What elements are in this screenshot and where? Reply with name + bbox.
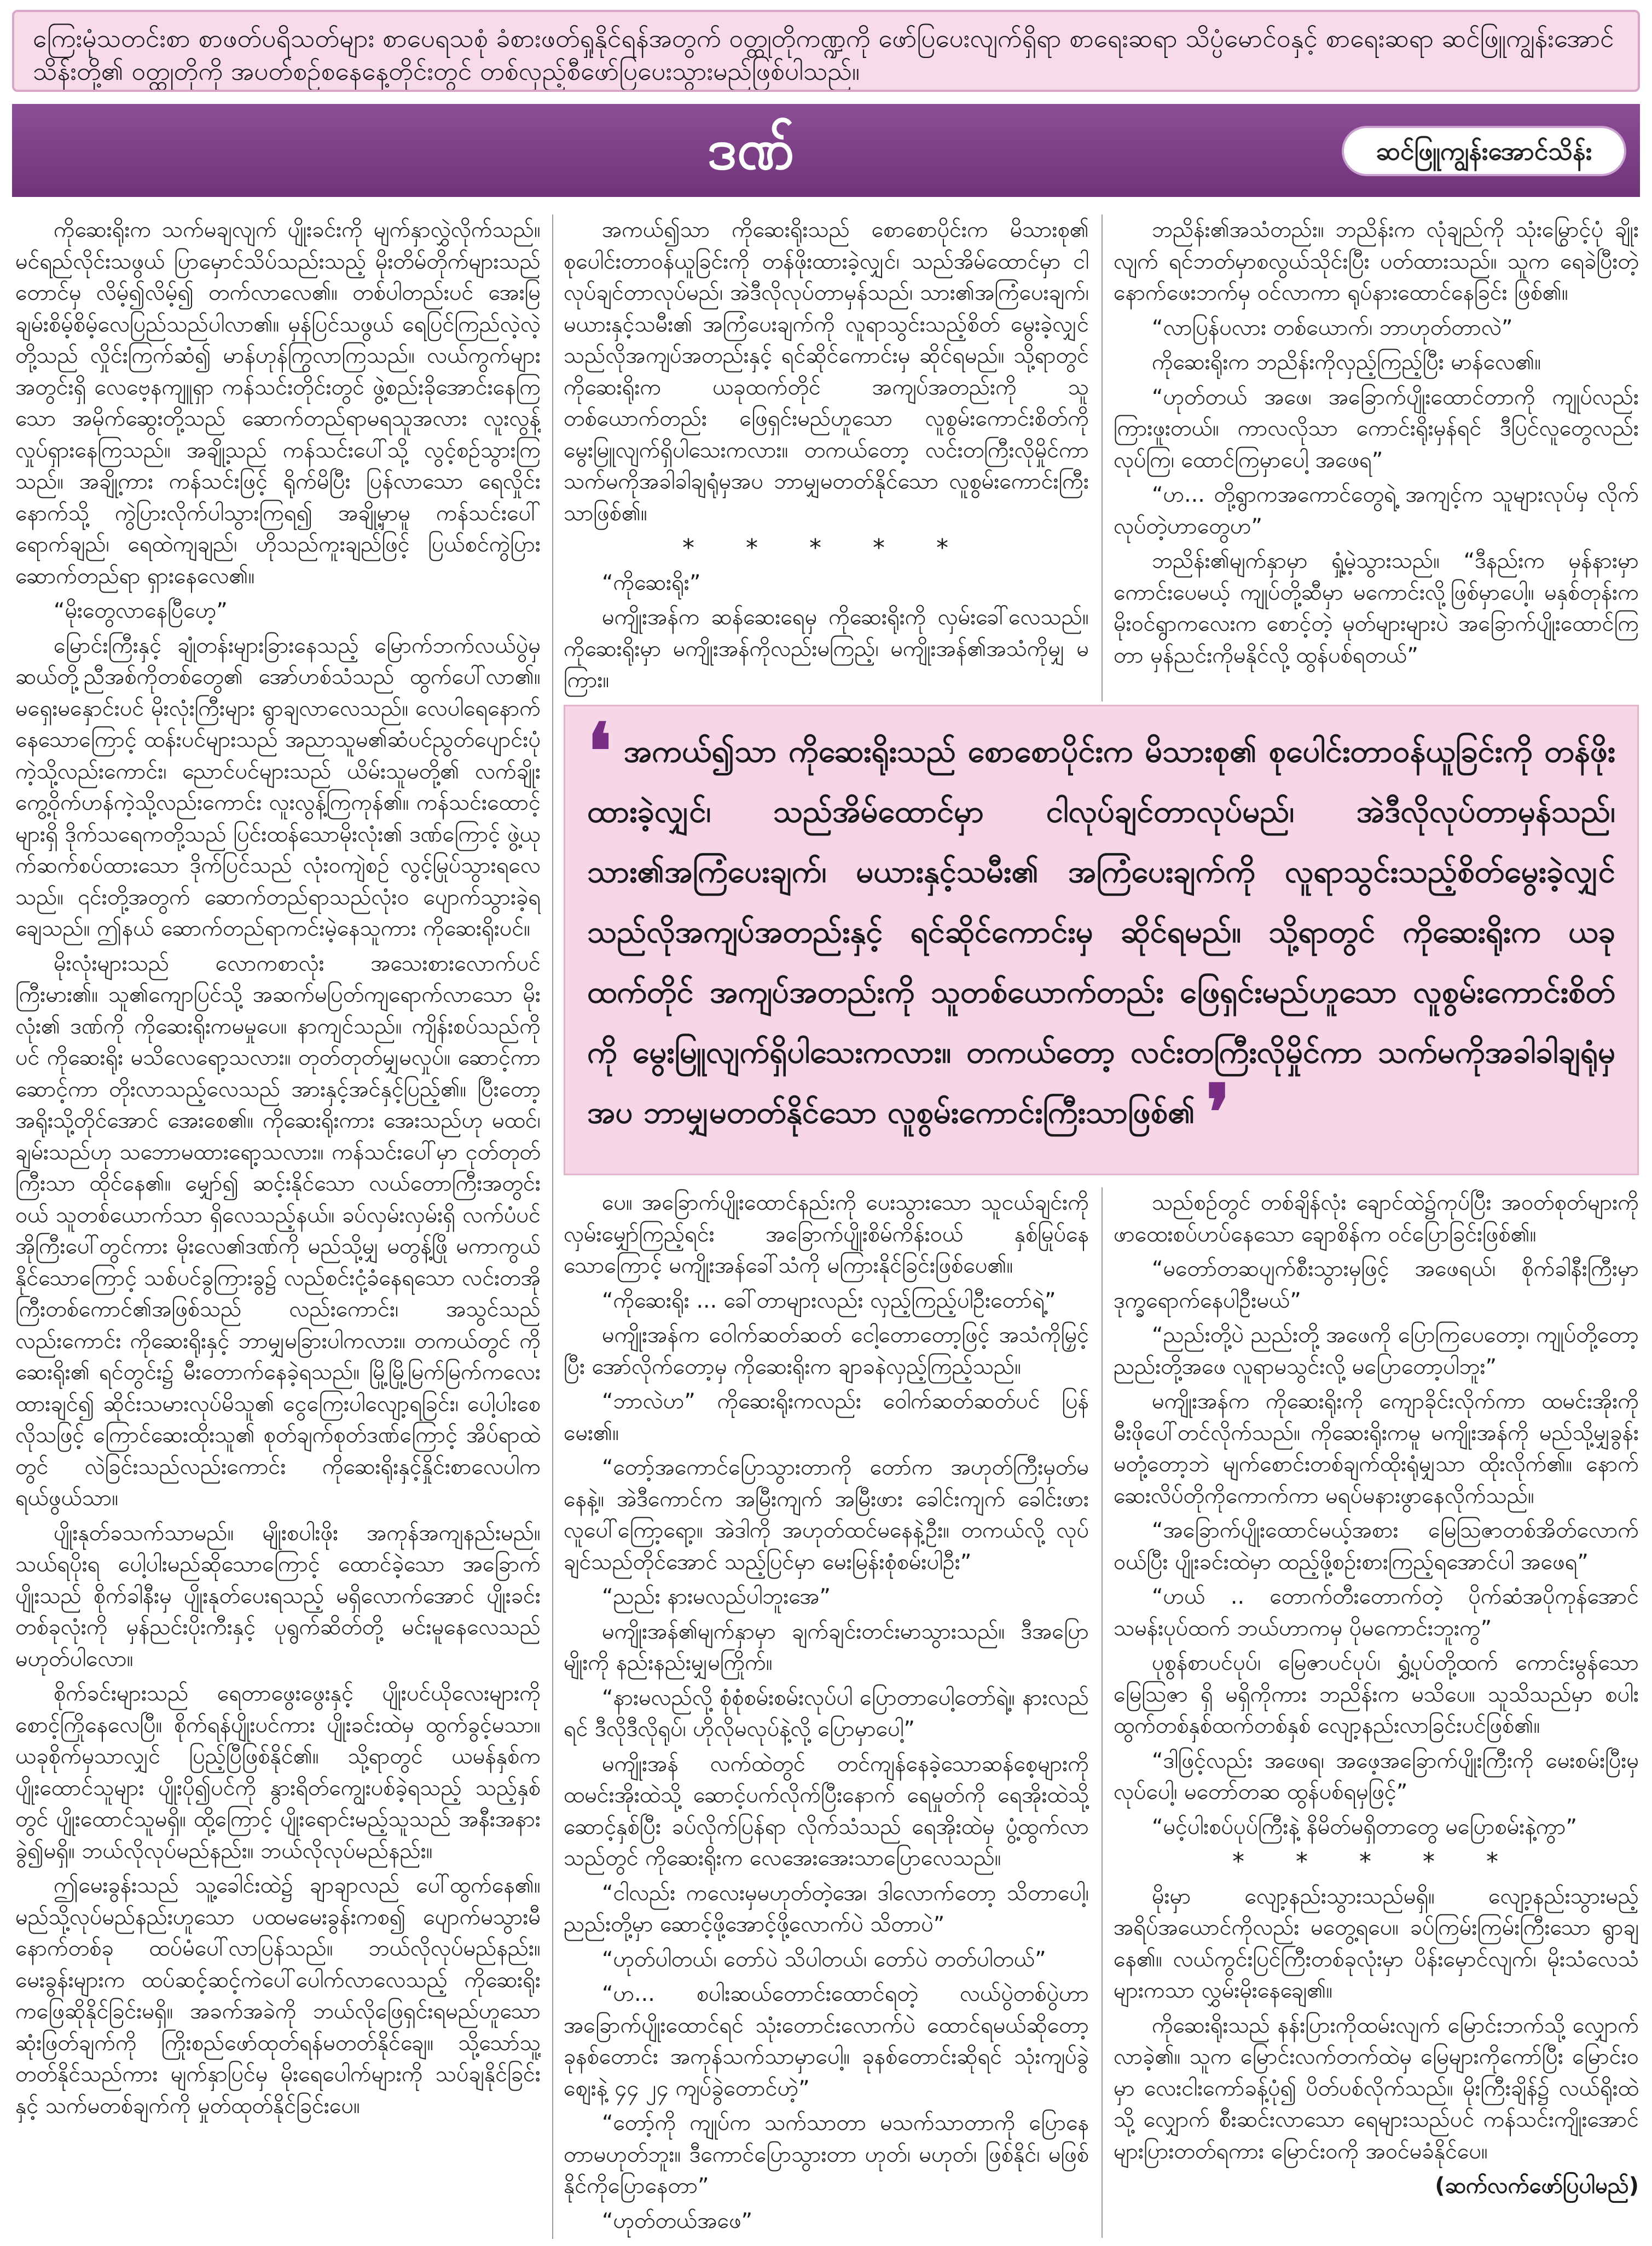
paragraph: သည်စဉ်တွင် တစ်ချိန်လုံး ချောင်ထဲ၌ကုပ်ပြီး အဝတ်စုတ်များကို ဖာထေးစပ်ဟပ်နေသော ချောစိန်က ဝင်ပြောခြင်းဖြစ်၏။: [1114, 1190, 1639, 1247]
paragraph: “အခြောက်ပျိုးထောင်မယ့်အစား မြေဩဇာတစ်အိတ်လောက်ဝယ်ပြီး ပျိုးခင်းထဲမှာ ထည့်ဖို့စဉ်းစားကြည့်ရအောင်ပါ အဖေရ”: [1114, 1518, 1639, 1575]
paragraph: မကျိုးအန်က ဆန်ဆေးရေမှ ကိုဆေးရိုးကို လှမ်းခေါ်လေသည်။ ကိုဆေးရိုးမှာ မကျိုးအန်ကိုလည်းမကြည့်၊ မကျိုးအန်၏အသံကိုမျှ မကြား။: [564, 605, 1089, 693]
story-banner: [12, 104, 1640, 197]
column-rule: [552, 214, 553, 2239]
paragraph: “ညည်းတို့ပဲ ညည်းတို့ အဖေကို ပြောကြပေတော့၊ ကျုပ်တို့တော့ ညည်းတို့အဖေ လူရာမသွင်းလို့ မပြောတော့ပါဘူး”: [1114, 1322, 1639, 1379]
series-notice: ကြေးမုံသတင်းစာ စာဖတ်ပရိသတ်များ စာပေရသစုံ ခံစားဖတ်ရှုနိုင်ရန်အတွက် ဝတ္ထုတိုကဏ္ဍကို ဖော်ပြပေးလျက်ရှိရာ စာရေးဆရာ သိပ္ပံမောင်ဝနှင့် စာရေးဆရာ ဆင်ဖြူကျွန်းအောင်သိန်းတို့၏ ဝတ္ထုတိုကို အပတ်စဉ်စနေနေ့တိုင်းတွင် တစ်လှည့်စီဖော်ပြပေးသွားမည်ဖြစ်ပါသည်။: [12, 10, 1640, 92]
paragraph: “ညည်း နားမလည်ပါဘူးအေ”: [602, 1584, 831, 1609]
article-column-2-top: [564, 214, 1089, 707]
paragraph: စိုက်ခင်းများသည် ရေတာဖွေးဖွေးနှင့် ပျိုးပင်ယိုလေးများကို စောင့်ကြိုနေလေပြီ။ စိုက်ရန်ပျိုးပင်ကား ပျိုးခင်းထဲမှ ထွက်ခွင့်မသာ။ ယခုစိုက်မှသာလျှင် ပြည့်ပြီဖြစ်နိုင်၏။ သို့ရာတွင် ယမန်နှစ်က ပျိုးထောင်သူများ ပျိုးပို၍ပင်ကို နွားရိတ်ကျွေးပစ်ခဲ့ရသည့် သည့်နှစ်တွင် ပျိုးထောင်သူမရှိ။ ထို့ကြောင့် ပျိုးရောင်းမည့်သူသည် အနီးအနားခွဲ၍မရှိ။ ဘယ်လိုလုပ်မည်နည်း။ ဘယ်လိုလုပ်မည်နည်း။: [15, 1681, 541, 1864]
paragraph: မကျိုးအန်က ကိုဆေးရိုးကို ကျောခိုင်းလိုက်ကာ ထမင်းအိုးကို မီးဖိုပေါ်တင်လိုက်သည်။ ကိုဆေးရိုးကမူ မကျိုးအန်ကို မည်သို့မျှခွန်းမတုံ့တော့ဘဲ မျက်စောင်းတစ်ချက်ထိုးရုံမျှသာ ထိုးလိုက်၏။ နောက်ဆေးလိပ်တိုကိုကောက်ကာ မရပ်မနားဖွာနေလိုက်သည်။: [1114, 1389, 1639, 1508]
author-name: ဆင်ဖြူကျွန်းအောင်သိန်း: [1342, 126, 1626, 176]
paragraph: မကျိုးအန်၏မျက်နှာမှာ ချက်ချင်းတင်းမာသွားသည်။ ဒီအပြောမျိုးကို နည်းနည်းမျှမကြိုက်။: [564, 1618, 1089, 1675]
article-column-3-top: [1114, 214, 1639, 707]
paragraph: အကယ်၍သာ ကိုဆေးရိုးသည် စောစောပိုင်းက မိသားစု၏ စုပေါင်းတာဝန်ယူခြင်းကို တန်ဖိုးထားခဲ့လျှင်၊ သည်အိမ်ထောင်မှာ ငါလုပ်ချင်တာလုပ်မည်၊ အဲဒီလိုလုပ်တာမှန်သည်၊ သား၏အကြံပေးချက်၊ မယားနှင့်သမီး၏ အကြံပေးချက်ကို လူရာသွင်းသည့်စိတ် မွေးခဲ့လျှင် သည်လိုအကျပ်အတည်းနှင့် ရင်ဆိုင်ကောင်းမှ ဆိုင်ရမည်။ သို့ရာတွင် ကိုဆေးရိုးက ယခုထက်တိုင် အကျပ်အတည်းကို သူတစ်ယောက်တည်း ဖြေရှင်းမည်ဟူသော လူစွမ်းကောင်းစိတ်ကို မွေးမြူလျက်ရှိပါသေးကလား။ တကယ်တော့ လင်းတကြီးလိုမှိုင်ကာ သက်မကိုအခါခါချရုံမှအပ ဘာမျှမတတ်နိုင်သော လူစွမ်းကောင်းကြီးသာဖြစ်၏။: [564, 217, 1089, 526]
paragraph: “ဒါဖြင့်လည်း အဖေရ၊ အဖေ့အခြောက်ပျိုးကြီးကို မေးစမ်းပြီးမှလုပ်ပေါ့၊ မတော်တဆ ထွန်ပစ်ရမှဖြင့်”: [1114, 1748, 1639, 1804]
paragraph: “ဟုတ်ပါတယ်၊ တော်ပဲ သိပါတယ်၊ တော်ပဲ တတ်ပါတယ်”: [602, 1946, 1046, 1972]
paragraph: “ဟုတ်တယ်အဖေ”: [602, 2208, 753, 2233]
paragraph: ဘညိန်း၏အသံတည်း။ ဘညိန်းက လုံချည်ကို သုံးမြွောင့်ပုံ ချိုးလျက် ရင်ဘတ်မှာစလွယ်သိုင်းပြီး ပတ်ထားသည်။ သူက ရေခဲပြီးတဲ့နောက်ဖေးဘက်မှ ဝင်လာကာ ရုပ်နားထောင်နေခြင်း ဖြစ်၏။: [1114, 217, 1639, 305]
section-break-stars: * * * * *: [682, 534, 970, 562]
paragraph: “ဟ... တို့ရွာကအကောင်တွေရဲ့ အကျင့်က သူများလုပ်မှ လိုက်လုပ်တဲ့ဟာတွေဟ”: [1114, 482, 1639, 539]
paragraph: “ဟုတ်တယ် အဖေ၊ အခြောက်ပျိုးထောင်တာကို ကျုပ်လည်း ကြားဖူးတယ်။ ကာလလိုသာ ကောင်းရိုးမှန်ရင် ဒီပြင်လူတွေလည်း လုပ်ကြ၊ ထောင်ကြမှာပေါ့ အဖေရ”: [1114, 384, 1639, 473]
paragraph: “ကိုဆေးရိုး”: [602, 570, 701, 595]
column-rule: [1102, 1187, 1103, 2238]
close-quote-icon: ❜: [1205, 1068, 1231, 1158]
paragraph: မြောင်းကြီးနှင့် ချုံတန်းများခြားနေသည့် မြောက်ဘက်လယ်ပွဲမှ ဆယ်တို့ညီအစ်ကိုတစ်တွေ၏ အော်ဟစ်သံသည် ထွက်ပေါ်လာ၏။ မရှေးမနှောင်းပင် မိုးလုံးကြီးများ ရွာချလာလေသည်။ လေပါရေနောက်နေသောကြောင့် ထန်းပင်များသည် အညာသူမ၏ဆံပင်ညွတ်ပျောင်းပုံကဲ့သို့လည်းကောင်း၊ ညောင်ပင်များသည် ယိမ်းသူမတို့၏ လက်ချိုးကွေ့ဝိုက်ဟန်ကဲ့သို့လည်းကောင်း လူးလွန့်ကြကုန်၏။ ကန်သင်းထောင့်များရှိ ဒိုက်သရေကတို့သည် ပြင်းထန်သောမိုးလုံး၏ ဒဏ်ကြောင့် ဖွဲ့ယုက်ဆက်စပ်ထားသော ဒိုက်ပြင်သည် လုံးဝကျဲစဉ် လွင့်မြုပ်သွားရလေသည်။ ၎င်းတို့အတွက် ဆောက်တည်ရာသည်လုံးဝ ပျောက်သွားခဲ့ရချေသည်။ ဤနယ် ဆောက်တည်ရာကင်းမဲ့နေသူကား ကိုဆေးရိုးပင်။: [15, 632, 541, 941]
paragraph: မကျိုးအန်က ဝေါက်ဆတ်ဆတ် ငေါ့တောတော့ဖြင့် အသံကိုမြှင့်ပြီး အော်လိုက်တော့မှ ကိုဆေးရိုးက ချာခနဲလှည့်ကြည့်သည်။: [564, 1322, 1089, 1379]
section-break-stars: * * * * *: [1232, 1848, 1520, 1876]
paragraph: “မိုးတွေလာနေပြီဟေ့”: [54, 598, 228, 623]
paragraph: ပေ။ အခြောက်ပျိုးထောင်နည်းကို ပေးသွားသော သူငယ်ချင်းကို လှမ်းမျှော်ကြည့်ရင်း အခြောက်ပျိုးစိမ်ကိန်းဝယ် နှစ်မြုပ်နေသောကြောင့် မကျိုးအန်ခေါ်သံကို မကြားနိုင်ခြင်းဖြစ်ပေ၏။: [564, 1190, 1089, 1278]
paragraph: ကိုဆေးရိုးသည် နန်းပြားကိုထမ်းလျက် မြောင်းဘက်သို့ လျှောက်လာခဲ့၏။ သူက မြောင်းလက်တက်ထဲမှ မြေများကိုကော်ပြီး မြောင်းဝမှာ လေးငါးကော်ခန့်ပုံ၍ ပိတ်ပစ်လိုက်သည်။ မိုးကြီးချိန်၌ လယ်ရိုးထဲသို့ လျှောက် စီးဆင်းလာသော ရေများသည်ပင် ကန်သင်းကျိုးအောင် များပြားတတ်ရကား မြောင်းဝကို အဝင်မခံနိုင်ပေ။: [1114, 2012, 1639, 2164]
paragraph: “လာပြန်ပလား တစ်ယောက်၊ ဘာဟုတ်တာလဲ”: [1152, 315, 1513, 340]
pull-quote: [564, 705, 1639, 1175]
continued-note: (ဆက်လက်ဖော်ပြပါမည်): [1435, 2173, 1639, 2198]
paragraph: “တော့်ကို ကျုပ်က သက်သာတာ မသက်သာတာကို ပြောနေတာမဟုတ်ဘူး။ ဒီကောင်ပြောသွားတာ ဟုတ်၊ မဟုတ်၊ ဖြစ်နိုင်၊ မဖြစ်နိုင်ကိုပြောနေတာ”: [564, 2110, 1089, 2198]
paragraph: “မတော်တဆပျက်စီးသွားမှဖြင့် အဖေရယ်၊ စိုက်ခါနီးကြီးမှာ ဒုက္ခရောက်နေပါဦးမယ်”: [1114, 1256, 1639, 1313]
column-rule: [1102, 214, 1103, 701]
paragraph: “ကိုဆေးရိုး ... ခေါ်တာများလည်း လှည့်ကြည့်ပါဦးတော်ရဲ့”: [602, 1287, 1056, 1313]
paragraph: “ဟယ် .. တောက်တီးတောက်တဲ့ ပိုက်ဆံအပိုကုန်အောင် သမန်းပုပ်ထက် ဘယ်ဟာကမှ ပိုမကောင်းဘူးကွ”: [1114, 1584, 1639, 1641]
paragraph: ဤမေးခွန်းသည် သူ့ခေါင်းထဲ၌ ချာချာလည် ပေါ်ထွက်နေ၏။ မည်သို့လုပ်မည်နည်းဟူသော ပထမမေးခွန်းကစ၍ ပျောက်မသွားမီ နောက်တစ်ခု ထပ်မံပေါ်လာပြန်သည်။ ဘယ်လိုလုပ်မည်နည်း။ မေးခွန်းများက ထပ်ဆင့်ဆင့်ကဲပေါ်ပေါက်လာလေသည့် ကိုဆေးရိုး ကဖြေဆိုနိုင်ခြင်းမရှိ။ အခက်အခဲကို ဘယ်လိုဖြေရှင်းရမည်ဟူသော ဆုံးဖြတ်ချက်ကို ကြိုးစည်ဖော်ထုတ်ရန်မတတ်နိုင်ချေ။ သို့သော်သူ့တတ်နိုင်သည်ကား မျက်နှာပြင်မှ မိုးရေပေါက်များကို သပ်ချနိုင်ခြင်းနှင့် သက်မတစ်ချက်ကို မှုတ်ထုတ်နိုင်ခြင်းပေ။: [15, 1873, 541, 2119]
paragraph: “တော့်အကောင်ပြောသွားတာကို တော်က အဟုတ်ကြီးမှတ်မနေနဲ့။ အဲဒီကောင်က အမြီးကျက် အမြီးဖား ခေါင်းကျက် ခေါင်းဖားလူပေါ်ကြော့ရော့။ အဲဒါကို အဟုတ်ထင်မနေနဲ့ဦး။ တကယ်လို့ လုပ်ချင်သည်တိုင်အောင် သည့်ပြင်မှာ မေးမြန်းစုံစမ်းပါဦး”: [564, 1455, 1089, 1575]
paragraph: “ဟ... စပါးဆယ်တောင်းထောင်ရတဲ့ လယ်ပွဲတစ်ပွဲဟာ အခြောက်ပျိုးထောင်ရင် သုံးတောင်းလောက်ပဲ ထောင်ရမယ်ဆိုတော့ ခုနစ်တောင်း အကုန်သက်သာမှာပေါ့။ ခုနစ်တောင်းဆိုရင် သုံးကျပ်ခွဲစျေးနဲ့ ၄၄ ၂၄ ကျပ်ခွဲတောင်ဟဲ့”: [564, 1981, 1089, 2101]
paragraph: “မင့်ပါးစပ်ပုပ်ကြီးနဲ့ နိမိတ်မရှိတာတွေ မပြောစမ်းနဲ့ကွာ”: [1152, 1814, 1578, 1839]
paragraph: ပျိုးနုတ်ခသက်သာမည်။ မျိုးစပါးဖိုး အကုန်အကျနည်းမည်။ သယ်ရပိုးရ ပေါ့ပါးမည်ဆိုသောကြောင့် ထောင်ခဲ့သော အခြောက်ပျိုးသည် စိုက်ခါနီးမှ ပျိုးနုတ်ပေးရသည့် မရှိလောက်အောင် ပျိုးခင်းတစ်ခုလုံးကို မှန်ညင်းပိုးကီးနှင့် ပုရွက်ဆိတ်တို့ မင်းမူနေလေသည် မဟုတ်ပါလော။: [15, 1520, 541, 1672]
paragraph: “ဘာလဲဟ” ကိုဆေးရိုးကလည်း ဝေါက်ဆတ်ဆတ်ပင် ပြန်မေး၏။: [564, 1389, 1089, 1446]
article-column-2-bottom: [564, 1187, 1089, 2238]
paragraph: ကိုဆေးရိုးက ဘညိန်းကိုလှည့်ကြည့်ပြီး မာန်လေ၏။: [1152, 350, 1541, 375]
paragraph: “ငါလည်း ကလေးမှမဟုတ်တဲ့အေ၊ ဒါလောက်တော့ သိတာပေါ့၊ ညည်းတို့မှာ ဆောင့်ဖို့အောင့်ဖို့လောက်ပဲ သိတာပဲ”: [564, 1880, 1089, 1937]
paragraph: ဘညိန်း၏မျက်နှာမှာ ရှုံ့မဲ့သွားသည်။ “ဒီနည်းက မှန်နားမှာ ကောင်းပေမယ့် ကျုပ်တို့ဆီမှာ မကောင်းလို့ဖြစ်မှာပေါ့။ မနှစ်တုန်းက မိုးဝင်ရွာကလေးက စောင့်တဲ့ မုတ်များများပဲ အခြောက်ပျိုးထောင်ကြတာ မှန်ညင်းကိုမနိုင်လို့ ထွန်ပစ်ရတယ်”: [1114, 548, 1639, 668]
article-column-3-bottom: [1114, 1187, 1639, 2238]
paragraph: ကိုဆေးရိုးက သက်မချလျက် ပျိုးခင်းကို မျက်နှာလွှဲလိုက်သည်။ မင်ရည်လိုင်းသဖွယ် ပြာမှောင်သိပ်သည်းသည့် မိုးတိမ်တိုက်များသည် တောင်မှ လိမ့်၍လိမ့်၍ တက်လာလေ၏။ တစ်ပါတည်းပင် အေးမြချမ်းစိမ့်စိမ့်လေပြည်သည်ပါလာ၏။ မှန်ပြင်သဖွယ် ရေပြင်ကြည်လဲ့လဲ့တို့သည် လှိုင်းကြက်ဆံ၍ မာန်ဟုန်ကြွလာကြသည်။ လယ်ကွက်များအတွင်းရှိ လေဗေ့နကျူရှာ ကန်သင်းတိုင်းတွင် ဖွဲ့စည်းခိုအောင်းနေကြသော အမိုက်ဆွေးတို့သည် ဆောက်တည်ရာမရသူအလား လူးလွန့်လှုပ်ရှားနေကြသည်။ အချို့သည် ကန်သင်းပေါ်သို့ လွင့်စဉ်သွားကြသည်။ အချို့ကား ကန်သင်းဖြင့် ရိုက်မိပြီး ပြန်လာသော ရေလှိုင်းနောက်သို့ ကွဲပြားလိုက်ပါသွားကြရ၍ အချို့မှာမူ ကန်သင်းပေါ် ရောက်ချည်၊ ရေထဲကျချည်၊ ဟိုသည်ကူးချည်ဖြင့် ပြယ်စင်ကွဲပြားဆောက်တည်ရာ ရှားနေလေ၏။: [15, 217, 541, 589]
paragraph: မကျိုးအန် လက်ထဲတွင် တင်ကျန်နေခဲ့သောဆန်စေ့များကို ထမင်းအိုးထဲသို့ ဆောင့်ပက်လိုက်ပြီးနောက် ရေမှုတ်ကို ရေအိုးထဲသို့ ဆောင့်နှစ်ပြီး ခပ်လိုက်ပြန်ရာ လိုက်သံသည် ရေအိုးထဲမှ ပွံ့ထွက်လာသည်တွင် ကိုဆေးရိုးက လေအေးအေးသာပြောလေသည်။: [564, 1751, 1089, 1871]
paragraph: “နားမလည်လို့ စုံစုံစမ်းစမ်းလုပ်ပါ ပြောတာပေါ့တော်ရဲ့။ နားလည်ရင် ဒီလိုဒီလိုရုပ်၊ ဟိုလိုမလုပ်နဲ့လို့ ပြောမှာပေါ့”: [564, 1685, 1089, 1742]
pull-quote-text: အကယ်၍သာ ကိုဆေးရိုးသည် စောစောပိုင်းက မိသားစု၏ စုပေါင်းတာဝန်ယူခြင်းကို တန်ဖိုးထားခဲ့လျှင်၊ သည်အိမ်ထောင်မှာ ငါလုပ်ချင်တာလုပ်မည်၊ အဲဒီလိုလုပ်တာမှန်သည်၊ သား၏အကြံပေးချက်၊ မယားနှင့်သမီး၏ အကြံပေးချက်ကို လူရာသွင်းသည့်စိတ်မွေးခဲ့လျှင် သည်လိုအကျပ်အတည်းနှင့် ရင်ဆိုင်ကောင်းမှ ဆိုင်ရမည်။ သို့ရာတွင် ကိုဆေးရိုးက ယခုထက်တိုင် အကျပ်အတည်းကို သူတစ်ယောက်တည်း ဖြေရှင်းမည်ဟူသော လူစွမ်းကောင်းစိတ်ကို မွေးမြူလျက်ရှိပါသေးကလား။ တကယ်တော့ လင်းတကြီးလိုမှိုင်ကာ သက်မကိုအခါခါချရုံမှအပ ဘာမျှမတတ်နိုင်သော လူစွမ်းကောင်းကြီးသာဖြစ်၏: [587, 734, 1615, 1130]
article-column-1: [15, 214, 541, 2239]
open-quote-icon: ❛: [587, 707, 612, 797]
paragraph: ပုစွန်စာပင်ပုပ်၊ မြေဇာပင်ပုပ်၊ ရွှံ့ပုပ်တို့ထက် ကောင်းမွန်သော မြေဩဇာ ရှိ မရှိကိုကား ဘညိန်းက မသိပေ။ သူသိသည်မှာ စပါးထွက်တစ်နှစ်ထက်တစ်နှစ် လျော့နည်းလာခြင်းပင်ဖြစ်၏။: [1114, 1650, 1639, 1738]
paragraph: မိုးလုံးများသည် လောကစာလုံး အသေးစားလောက်ပင်ကြီးမား၏။ သူ၏ကျောပြင်သို့ အဆက်မပြတ်ကျရောက်လာသော မိုးလုံး၏ ဒဏ်ကို ကိုဆေးရိုးကမမှုပေ။ နာကျင်သည်။ ကျိန်းစပ်သည်ကိုပင် ကိုဆေးရိုး မသိလေရော့သလား။ တုတ်တုတ်မျှမလှုပ်။ ဆောင့်ကာဆောင့်ကာ တိုးလာသည့်လေသည် အားနှင့်အင်နှင့်ပြည့်၏။ ပြီးတော့ အရိုးသို့တိုင်အောင် အေးစေ၏။ ကိုဆေးရိုးကား အေးသည်ဟု မထင်၊ ချမ်းသည်ဟု သဘောမထားရော့သလား။ ကန်သင်းပေါ်မှာ ငုတ်တုတ်ကြီးသာ ထိုင်နေ၏။ မျှော်၍ ဆင့်းနိုင်သော လယ်တောကြီးအတွင်းဝယ် သူတစ်ယောက်သာ ရှိလေသည့်နယ်။ ခပ်လှမ်းလှမ်းရှိ လက်ပံပင်အိုကြီးပေါ်တွင်ကား မိုးလေ၏ဒဏ်ကို မည်သို့မျှ မတွန့်ဖြို မကာကွယ်နိုင်သောကြောင့် သစ်ပင်ခွကြားခွ၌ လည်စင်းငုံ့ခံနေရသော လင်းတအိုကြီးတစ်ကောင်၏အဖြစ်သည် လည်းကောင်း၊ အသွင်သည်လည်းကောင်း ကိုဆေးရိုးနှင့် ဘာမျှမခြားပါကလား။ တကယ်တွင် ကိုဆေးရိုး၏ ရင်တွင်း၌ မီးတောက်နေခဲ့ရသည်။ မြို့မြို့မြက်မြက်ကလေးထားချင်၍ ဆိုင်းသမားလုပ်မိသူ၏ ငွေကြေးပါလျော့ရခြင်း၊ ပေါ့ပါးစေလိုသဖြင့် ကြောင်ဆေးထိုးသူ၏ စုတ်ချက်စုတ်ဒဏ်ကြောင့် အိပ်ရာထဲတွင် လဲခြင်းသည်လည်းကောင်း ကိုဆေးရိုးနှင့်နှိုင်းစာလေပါက ရယ်ဖွယ်သာ။: [15, 950, 541, 1511]
story-title: ဒဏ်: [707, 115, 795, 182]
paragraph: မိုးမှာ လျော့နည်းသွားသည်မရှိ။ လျော့နည်းသွားမည့် အရိပ်အယောင်ကိုလည်း မတွေ့ရပေ။ ခပ်ကြမ်းကြမ်းကြီးသော ရွာချနေ၏။ လယ်ကွင်းပြင်ကြီးတစ်ခုလုံးမှာ ပိန်းမှောင်လျက်၊ မိုးသံလေသံများကသာ လွှမ်းမိုးနေချေ၏။: [1114, 1883, 1639, 2003]
